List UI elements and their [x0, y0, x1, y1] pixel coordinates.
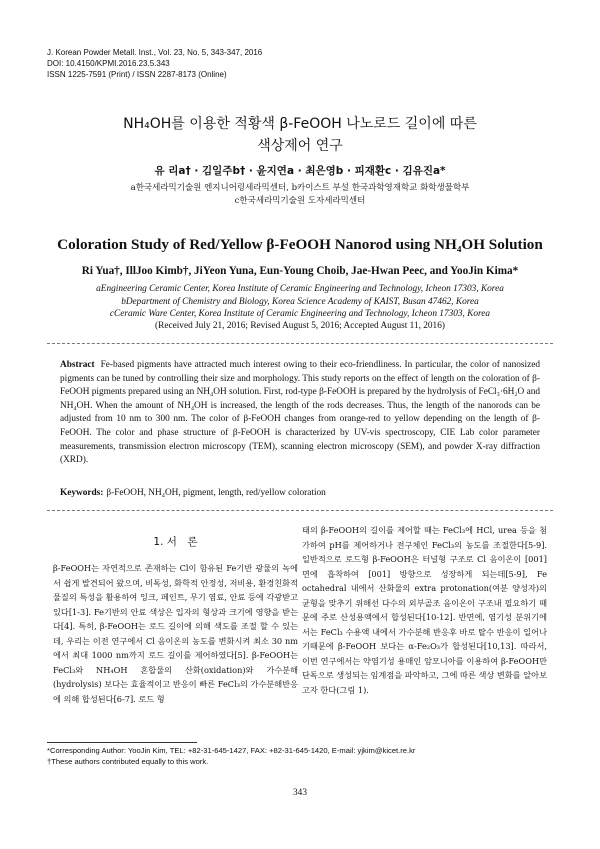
- korean-title-line2: 색상제어 연구: [257, 138, 343, 154]
- journal-doi: DOI: 10.4150/KPMI.2016.23.5.343: [47, 59, 170, 68]
- section-title: 1. 서 론: [153, 536, 198, 548]
- korean-authors: 유 리a† · 김일주b† · 윤지연a · 최은영b · 피재환c · 김유진a*: [154, 165, 446, 177]
- keywords-label: Keywords:: [60, 488, 104, 498]
- korean-affiliations: [0, 182, 600, 207]
- divider-bottom: [47, 510, 553, 511]
- footnotes: [47, 745, 415, 767]
- footnote-rule: [47, 742, 197, 743]
- body-paragraph-right: 태의 β-FeOOH의 길이를 제어할 때는 FeCl₃에 HCl, urea 등을 첨가하여 pH를 제어하거나 전구체인 FeCl₃의 농도를 조절한다[5-9]. 일반적으로 로드형 β-FeOOH은 터널형 구조로 Cl 음이온이 [001]면에 흡착하여 [001] 방향으로 성장하게 되는데[5-9], Fe octahedral 내에서 산화물의 extra protonation(여분 양성자)의 균형을 맞추기 위해선 다수의 외부골조 음이온이 구조내 필요하기 때문에 주로 산성용액에서 합성된다[10-12]. 반면에, 염기성 분위기에서는 FeCl₃ 수용액 내에서 가수분해 반응후 바로 탈수 반응이 일어나기때문에 β-FeOOH 보다는 α-Fe₂O₃가 합성된다[10,13]. 따라서, 이번 연구에서는 약염기성 용매인 암모니아를 이용하여 β-FeOOH만 단독으로 생성되는 임계점을 파악하고, 그에 따른 색상 변화를 알아보고자 한다(그림 1).: [302, 525, 547, 695]
- footnote-corresponding: *Corresponding Author: YooJin Kim, TEL: +82-31-645-1427, FAX: +82-31-645-1420, E-mail: yjkim@kicet.re.kr: [47, 746, 416, 755]
- english-affiliation-1: aEngineering Ceramic Center, Korea Institute of Ceramic Engineering and Technology, Icheon 17303, Korea: [96, 284, 504, 294]
- english-affiliation-3: cCeramic Ware Center, Korea Institute of Ceramic Engineering and Technology, Icheon 17303, Korea: [109, 309, 491, 319]
- english-affiliations: [0, 283, 600, 321]
- english-affiliation-2: bDepartment of Chemistry and Biology, Korea Science Academy of KAIST, Busan 47462, Korea: [121, 296, 479, 307]
- korean-title-line1: NH₄OH를 이용한 적황색 β-FeOOH 나노로드 길이에 따른: [123, 116, 477, 132]
- abstract-text: Fe-based pigments have attracted much interest owing to their eco-friendliness. In particular, the color of nanosized pigments can be tuned by controlling their size and morphology. This study reports on the effect of length on the coloration of β-FeOOH pigments prepared using an NH₄OH solution. First, rod-type β-FeOOH is prepared by the hydrolysis of FeCl₃·6H₂O and NH₄OH. When the amount of NH₄OH is increased, the length of the rods decreases. Thus, the length of the nanorods can be adjusted from 10 nm to 300 nm. The color of β-FeOOH changes from orange-red to yellow depending on the length of β-FeOOH. The color and phase structure of β-FeOOH is characterized by UV-vis spectroscopy, CIE Lab color parameter measurements, transmission electron microscopy (TEM), scanning electron microscopy (SEM), and powder X-ray diffraction (XRD).: [60, 360, 541, 466]
- body-column-left: [53, 523, 298, 706]
- korean-title: [0, 113, 600, 157]
- journal-header: [47, 47, 262, 80]
- korean-affiliation-2: c한국세라믹기술원 도자세라믹센터: [234, 195, 366, 206]
- received-dates: (Received July 21, 2016; Revised August 5, 2016; Accepted August 11, 2016): [155, 321, 445, 331]
- journal-issn: ISSN 1225-7591 (Print) / ISSN 2287-8173 (Online): [47, 70, 227, 79]
- english-title: Coloration Study of Red/Yellow β-FeOOH Nanorod using NH₄OH Solution: [57, 236, 543, 253]
- footnote-equal-contribution: †These authors contributed equally to this work.: [47, 757, 209, 766]
- korean-affiliation-1: a한국세라믹기술원 엔지니어링세라믹센터, b카이스트 부설 한국과학영재학교 화학생물학부: [130, 183, 470, 193]
- abstract: [60, 359, 540, 468]
- keywords-text: β-FeOOH, NH₄OH, pigment, length, red/yellow coloration: [106, 488, 326, 498]
- abstract-label: Abstract: [60, 360, 95, 370]
- divider-top: [47, 343, 553, 344]
- english-authors: Ri Yua†, IllJoo Kimb†, JiYeon Yuna, Eun-Young Choib, Jae-Hwan Peec, and YooJin Kima*: [81, 265, 519, 277]
- body-column-right: [302, 523, 547, 697]
- body-paragraph-left: β-FeOOH는 자연적으로 존재하는 Cl이 함유된 Fe기반 광물의 녹에서 쉽게 발견되어 왔으며, 비독성, 화학적 안정성, 저비용, 환경친화적 물질의 특성을 활용하여 잉크, 페인트, 무기 염료, 안료 등에 각광받고있다[1-3]. Fe기반의 안료 색상은 입자의 형상과 크기에 영향을 받는다[4]. 특히, β-FeOOH는 로드 길이에 의해 색도를 조절 할 수 있는데, 우리는 이전 연구에서 Cl 음이온의 농도를 변화시켜 최소 30 nm에서 최대 1000 nm까지 로드 길이를 제어하였다[5]. β-FeOOH는 FeCl₃와 NH₄OH 혼합물의 산화(oxidation)와 가수분해(hydrolysis) 보다는 효율적이고 반응이 빠른 FeCl₃의 가수분해반응에 의해 합성된다[6-7]. 로드 형: [53, 563, 298, 704]
- journal-citation: J. Korean Powder Metall. Inst., Vol. 23, No. 5, 343-347, 2016: [47, 48, 263, 57]
- page-number: 343: [293, 788, 307, 798]
- keywords: [60, 488, 540, 498]
